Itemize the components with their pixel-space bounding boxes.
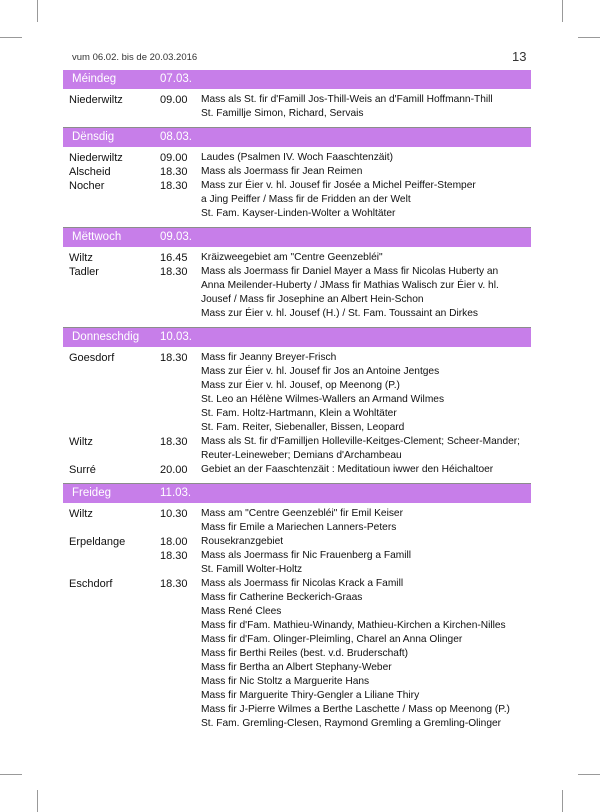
entry-time: 18.30 bbox=[160, 550, 188, 562]
entry-line: Mass fir Jeanny Breyer-Frisch bbox=[201, 352, 337, 363]
entry-line: Mass zur Éier v. hl. Jousef fir Jos an Antoine Jentges bbox=[201, 366, 440, 377]
entry-line: St. Famill Wolter-Holtz bbox=[201, 564, 303, 575]
entry-line: Mass als Joermass fir Nic Frauenberg a Famill bbox=[201, 550, 412, 561]
schedule-entry bbox=[63, 549, 531, 577]
day-header bbox=[63, 128, 531, 147]
entry-place: Erpeldange bbox=[69, 536, 126, 548]
schedule-entry bbox=[63, 251, 531, 265]
entry-time: 10.30 bbox=[160, 508, 188, 520]
crop-mark bbox=[562, 790, 563, 812]
day-section bbox=[63, 247, 531, 328]
schedule-entry bbox=[63, 507, 531, 535]
entry-place: Tadler bbox=[69, 266, 99, 278]
entry-line: Mass fir d'Fam. Olinger-Pleimling, Charel an Anna Olinger bbox=[201, 634, 463, 645]
day-section bbox=[63, 503, 531, 737]
schedule-entry bbox=[63, 535, 531, 549]
schedule-entry bbox=[63, 577, 531, 731]
entry-line: Mass fir J-Pierre Wilmes a Berthe Laschette / Mass op Meenong (P.) bbox=[201, 704, 510, 715]
entry-time: 18.30 bbox=[160, 166, 188, 178]
entry-line: St. Fam. Gremling-Clesen, Raymond Gremling a Gremling-Olinger bbox=[201, 718, 502, 729]
day-header bbox=[63, 228, 531, 247]
day-name: Méindeg bbox=[72, 73, 117, 85]
entry-time: 18.30 bbox=[160, 180, 188, 192]
entry-time: 18.30 bbox=[160, 436, 188, 448]
day-name: Dënsdig bbox=[72, 131, 115, 143]
day-section bbox=[63, 147, 531, 228]
entry-line: Mass als Joermass fir Nicolas Krack a Famill bbox=[201, 578, 404, 589]
crop-mark bbox=[37, 0, 38, 22]
entry-line: Mass fir Berthi Reiles (best. v.d. Bruderschaft) bbox=[201, 648, 409, 659]
entry-place: Surré bbox=[69, 464, 96, 476]
crop-mark bbox=[0, 774, 22, 775]
entry-place: Wiltz bbox=[69, 436, 93, 448]
schedule-entry bbox=[63, 435, 531, 463]
entry-place: Alscheid bbox=[69, 166, 111, 178]
crop-mark bbox=[562, 0, 563, 22]
entry-line: Mass zur Éier v. hl. Jousef (H.) / St. Fam. Toussaint an Dirkes bbox=[201, 308, 479, 319]
entry-place: Niederwiltz bbox=[69, 94, 123, 106]
day-date: 11.03. bbox=[160, 487, 192, 499]
day-header bbox=[63, 70, 531, 89]
entry-line: St. Famillje Simon, Richard, Servais bbox=[201, 108, 364, 119]
day-header bbox=[63, 328, 531, 347]
schedule-entry bbox=[63, 265, 531, 321]
day-section bbox=[63, 347, 531, 484]
entry-line: Mass als St. fir d'Familljen Holleville-Keitges-Clement; Scheer-Mander; bbox=[201, 436, 520, 447]
entry-line: St. Fam. Reiter, Siebenaller, Bissen, Leopard bbox=[201, 422, 405, 433]
entry-time: 18.00 bbox=[160, 536, 188, 548]
day-date: 10.03. bbox=[160, 331, 192, 343]
entry-line: Mass fir Bertha an Albert Stephany-Weber bbox=[201, 662, 392, 673]
day-date: 09.03. bbox=[160, 231, 192, 243]
entry-line: Mass als St. fir d'Famill Jos-Thill-Weis an d'Famill Hoffmann-Thill bbox=[201, 94, 493, 105]
entry-place: Goesdorf bbox=[69, 352, 115, 364]
entry-line: Mass als Joermass fir Daniel Mayer a Mass fir Nicolas Huberty an bbox=[201, 266, 499, 277]
entry-line: a Jing Peiffer / Mass fir de Fridden an der Welt bbox=[201, 194, 411, 205]
day-section bbox=[63, 89, 531, 128]
day-date: 08.03. bbox=[160, 131, 192, 143]
day-header bbox=[63, 484, 531, 503]
entry-line: St. Fam. Holtz-Hartmann, Klein a Wohltäter bbox=[201, 408, 397, 419]
schedule-entry bbox=[63, 463, 531, 477]
entry-place: Wiltz bbox=[69, 252, 93, 264]
entry-time: 09.00 bbox=[160, 94, 188, 106]
day-name: Donneschdig bbox=[72, 331, 140, 343]
entry-line: Anna Meilender-Huberty / JMass fir Mathias Walisch zur Éier v. hl. bbox=[201, 280, 499, 291]
schedule-entry bbox=[63, 351, 531, 435]
entry-line: Kräizweegebiet am "Centre Geenzebléi" bbox=[201, 252, 383, 263]
entry-line: Mass fir d'Fam. Mathieu-Winandy, Mathieu-Kirchen a Kirchen-Nilles bbox=[201, 620, 506, 631]
page-number: 13 bbox=[512, 49, 527, 64]
entry-line: Reuter-Leineweber; Demians d'Archambeau bbox=[201, 450, 402, 461]
entry-place: Eschdorf bbox=[69, 578, 113, 590]
schedule-list bbox=[63, 70, 531, 737]
entry-line: Mass fir Nic Stoltz a Marguerite Hans bbox=[201, 676, 370, 687]
entry-line: Mass fir Catherine Beckerich-Graas bbox=[201, 592, 363, 603]
entry-line: Mass fir Marguerite Thiry-Gengler a Liliane Thiry bbox=[201, 690, 420, 701]
schedule-entry bbox=[63, 151, 531, 165]
entry-place: Wiltz bbox=[69, 508, 93, 520]
entry-line: St. Leo an Hélène Wilmes-Wallers an Armand Wilmes bbox=[201, 394, 445, 405]
crop-mark bbox=[37, 790, 38, 812]
schedule-entry bbox=[63, 93, 531, 121]
entry-line: Rousekranzgebiet bbox=[201, 536, 284, 547]
date-range-header: vum 06.02. bis de 20.03.2016 bbox=[72, 52, 198, 63]
entry-line: Mass zur Éier v. hl. Jousef fir Josée a Michel Peiffer-Stemper bbox=[201, 180, 476, 191]
entry-line: Gebiet an der Faaschtenzäit : Meditatioun iwwer den Héichaltoer bbox=[201, 464, 494, 475]
entry-time: 09.00 bbox=[160, 152, 188, 164]
entry-time: 20.00 bbox=[160, 464, 188, 476]
crop-mark bbox=[578, 774, 600, 775]
day-date: 07.03. bbox=[160, 73, 192, 85]
schedule-entry bbox=[63, 165, 531, 179]
entry-place: Niederwiltz bbox=[69, 152, 123, 164]
entry-line: Laudes (Psalmen IV. Woch Faaschtenzäit) bbox=[201, 152, 393, 163]
schedule-entry bbox=[63, 179, 531, 221]
crop-mark bbox=[578, 37, 600, 38]
entry-line: Mass als Joermass fir Jean Reimen bbox=[201, 166, 363, 177]
entry-line: St. Fam. Kayser-Linden-Wolter a Wohltäter bbox=[201, 208, 396, 219]
entry-line: Mass René Clees bbox=[201, 606, 282, 617]
entry-line: Mass fir Emile a Mariechen Lanners-Peters bbox=[201, 522, 397, 533]
day-name: Mëttwoch bbox=[72, 231, 122, 243]
crop-mark bbox=[0, 37, 22, 38]
entry-place: Nocher bbox=[69, 180, 105, 192]
entry-time: 16.45 bbox=[160, 252, 188, 264]
entry-line: Mass zur Éier v. hl. Jousef, op Meenong (P.) bbox=[201, 380, 400, 391]
entry-time: 18.30 bbox=[160, 266, 188, 278]
entry-time: 18.30 bbox=[160, 578, 188, 590]
day-name: Freideg bbox=[72, 487, 111, 499]
entry-line: Mass am "Centre Geenzebléi" fir Emil Keiser bbox=[201, 508, 403, 519]
entry-time: 18.30 bbox=[160, 352, 188, 364]
entry-line: Jousef / Mass fir Josephine an Albert Hein-Schon bbox=[201, 294, 424, 305]
